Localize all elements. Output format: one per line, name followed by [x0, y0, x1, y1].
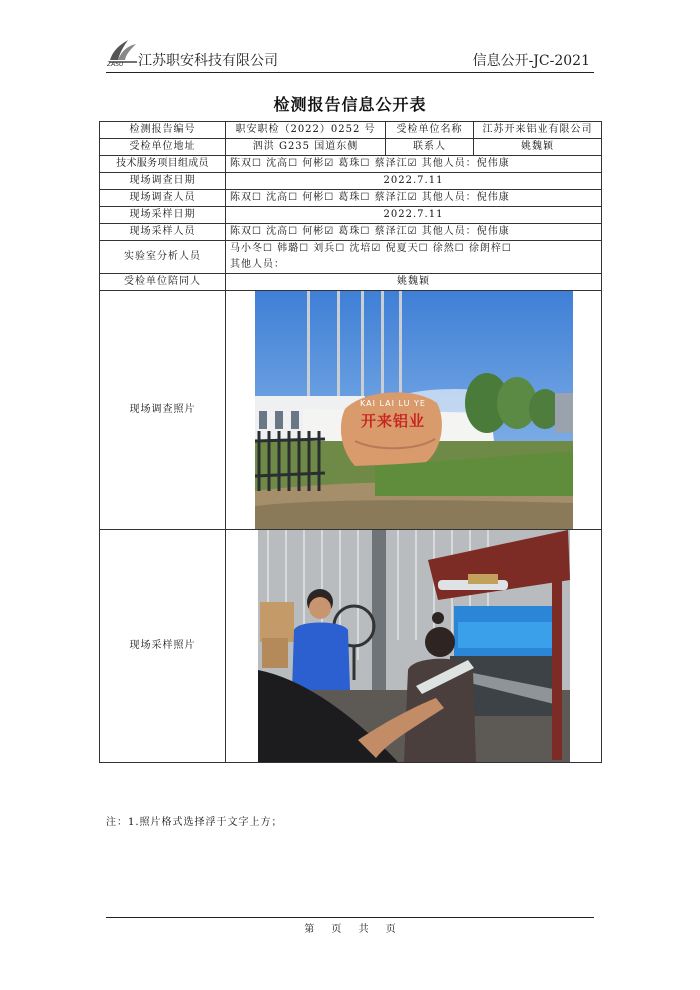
team-value: 陈双☐ 沈高☐ 何彬☑ 葛珠☐ 蔡泽江☑ 其他人员：倪伟康	[226, 156, 602, 173]
table-row	[100, 173, 602, 190]
sampling-date-value: 2022.7.11	[226, 207, 602, 224]
client-label: 受检单位名称	[386, 122, 474, 139]
table-row	[100, 139, 602, 156]
report-no-label: 检测报告编号	[100, 122, 226, 139]
survey-staff-value: 陈双☐ 沈高☐ 何彬☐ 葛珠☐ 蔡泽江☑ 其他人员：倪伟康	[226, 190, 602, 207]
escort-value: 姚魏颖	[226, 274, 602, 291]
document-number: 信息公开-JC-2021	[472, 53, 590, 69]
survey-staff-label: 现场调查人员	[100, 190, 226, 207]
page-title: 检测报告信息公开表	[273, 95, 427, 114]
company-name: 江苏职安科技有限公司	[138, 53, 278, 69]
table-row	[100, 224, 602, 241]
footer-divider	[106, 917, 594, 918]
sampling-staff-label: 现场采样人员	[100, 224, 226, 241]
sampling-date-label: 现场采样日期	[100, 207, 226, 224]
contact-value: 姚魏颖	[474, 139, 602, 156]
lab-label: 实验室分析人员	[100, 241, 226, 274]
stone-top-text: KAI LAI LU YE	[359, 399, 426, 408]
logo-text: ZASU	[107, 61, 124, 68]
table-row	[100, 274, 602, 291]
table-row	[100, 190, 602, 207]
client-value: 江苏开来铝业有限公司	[474, 122, 602, 139]
page-header	[106, 34, 594, 73]
address-value: 泗洪 G235 国道东侧	[226, 139, 386, 156]
table-row	[100, 122, 602, 139]
address-label: 受检单位地址	[100, 139, 226, 156]
table-row	[100, 156, 602, 173]
table-row	[100, 241, 602, 274]
sampling-photo-label: 现场采样照片	[100, 530, 226, 763]
lab-value	[226, 241, 602, 274]
stone-main-text: 开来铝业	[360, 412, 425, 430]
table-row	[100, 291, 602, 530]
page-footer: 第 页 共 页	[304, 924, 396, 935]
survey-photo-label: 现场调查照片	[100, 291, 226, 530]
info-table	[99, 121, 602, 763]
table-row	[100, 530, 602, 763]
sampling-photo-cell	[226, 530, 602, 763]
survey-date-value: 2022.7.11	[226, 173, 602, 190]
report-no-value: 职安职检（2022）0252 号	[226, 122, 386, 139]
team-label: 技术服务项目组成员	[100, 156, 226, 173]
lab-line-1: 马小冬☐ 韩璐☐ 刘兵☐ 沈培☑ 倪夏天☐ 徐然☐ 徐朗梓☐	[230, 243, 512, 254]
sampling-staff-value: 陈双☐ 沈高☐ 何彬☑ 葛珠☐ 蔡泽江☑ 其他人员：倪伟康	[226, 224, 602, 241]
sampling-photo	[258, 530, 570, 762]
escort-label: 受检单位陪同人	[100, 274, 226, 291]
contact-label: 联系人	[386, 139, 474, 156]
survey-photo	[255, 291, 573, 529]
survey-photo-cell	[226, 291, 602, 530]
note-text: 注：1.照片格式选择浮于文字上方；	[106, 817, 283, 828]
lab-line-2: 其他人员：	[230, 259, 285, 270]
survey-date-label: 现场调查日期	[100, 173, 226, 190]
table-row	[100, 207, 602, 224]
